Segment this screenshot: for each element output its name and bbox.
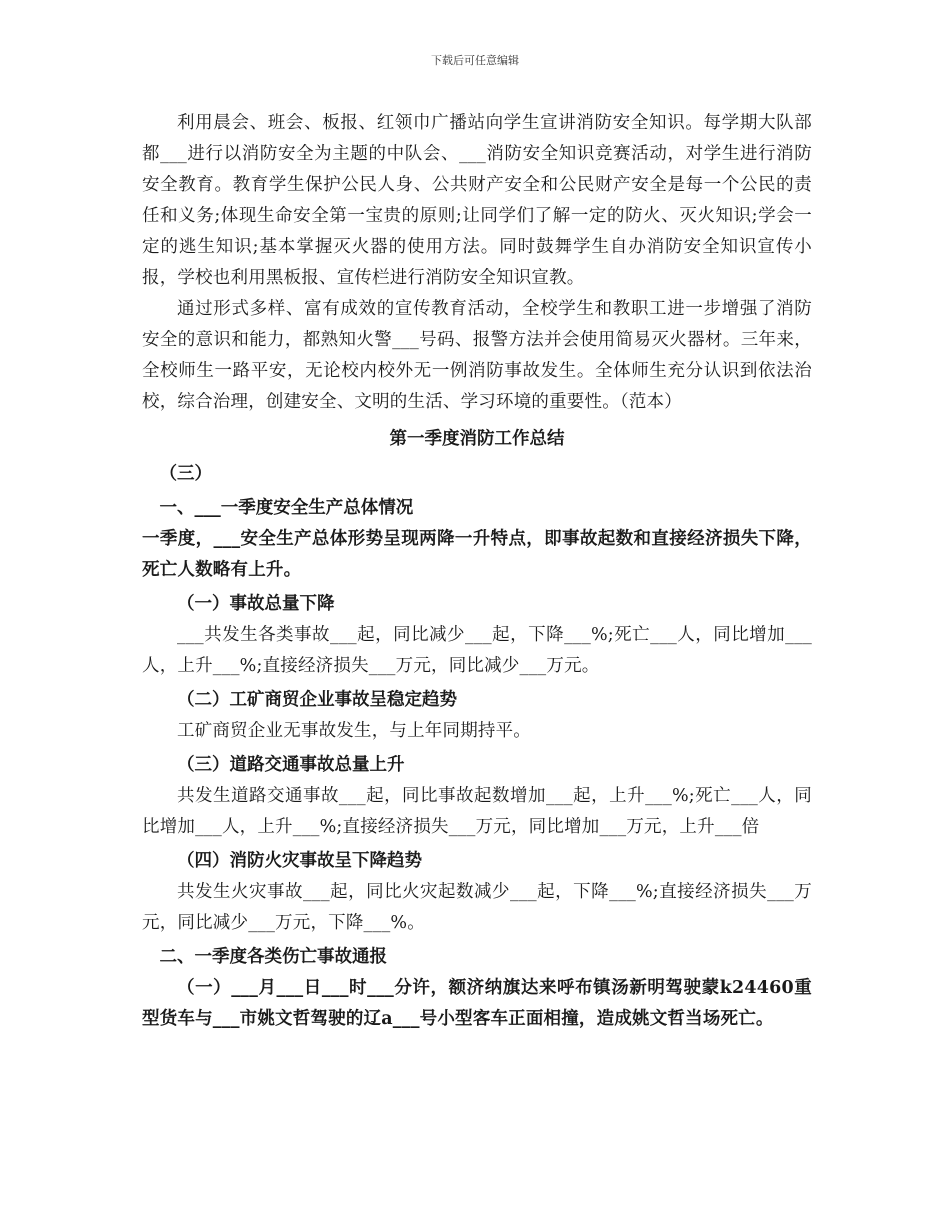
heading-fire-accidents: （四）消防火灾事故呈下降趋势 bbox=[177, 851, 422, 871]
section-title: 第一季度消防工作总结 bbox=[389, 429, 565, 449]
page-header: 下载后可任意编辑 bbox=[431, 54, 519, 67]
heading-industrial-accidents: （二）工矿商贸企业事故呈稳定趋势 bbox=[177, 690, 457, 710]
paragraph-industrial-accidents: 工矿商贸企业无事故发生，与上年同期持平。 bbox=[177, 721, 531, 741]
heading-traffic-accidents: （三）道路交通事故总量上升 bbox=[177, 755, 405, 775]
heading-casualty-report: 二、一季度各类伤亡事故通报 bbox=[159, 947, 387, 967]
section-number: （三） bbox=[159, 464, 212, 484]
document-body bbox=[142, 108, 812, 1035]
paragraph-fire-accidents: 共发生火灾事故___起，同比火灾起数减少___起，下降___%;直接经济损失___万元，同比减少___万元，下降___%。 bbox=[142, 882, 812, 933]
paragraph-traffic-accidents: 共发生道路交通事故___起，同比事故起数增加___起，上升___%;死亡___人，同比增加___人，上升___%;直接经济损失___万元，同比增加___万元，上升___倍 bbox=[142, 786, 812, 837]
paragraph-fire-education: 利用晨会、班会、板报、红领巾广播站向学生宣讲消防安全知识。每学期大队部都___进行以消防安全为主题的中队会、___消防安全知识竞赛活动，对学生进行消防安全教育。教育学生保护公民人身、公共财产安全和公民财产安全是每一个公民的责任和义务;体现生命安全第一宝贵的原则;让同学们了解一定的防火、灭火知识;学会一定的逃生知识;基本掌握灭火器的使用方法。同时鼓舞学生自办消防安全知识宣传小报，学校也利用黑板报、宣传栏进行消防安全知识宣教。 bbox=[142, 113, 812, 288]
heading-overall-situation: 一、___一季度安全生产总体情况 bbox=[159, 498, 414, 518]
heading-accident-total: （一）事故总量下降 bbox=[177, 594, 335, 614]
paragraph-accident-total: ___共发生各类事故___起，同比减少___起，下降___%;死亡___人，同比增加___人，上升___%;直接经济损失___万元，同比减少___万元。 bbox=[142, 625, 812, 676]
paragraph-lead: 一季度，___安全生产总体形势呈现两降一升特点，即事故起数和直接经济损失下降，死亡人数略有上升。 bbox=[142, 529, 812, 580]
paragraph-case-one: （一）___月___日___时___分许，额济纳旗达来呼布镇汤新明驾驶蒙k24460重型货车与___市姚文哲驾驶的辽a___号小型客车正面相撞，造成姚文哲当场死亡。 bbox=[142, 978, 812, 1029]
paragraph-education-results: 通过形式多样、富有成效的宣传教育活动，全校学生和教职工进一步增强了消防安全的意识和能力，都熟知火警___号码、报警方法并会使用简易灭火器材。三年来，全校师生一路平安，无论校内校外无一例消防事故发生。全体师生充分认识到依法治校，综合治理，创建安全、文明的生活、学习环境的重要性。（范本） bbox=[142, 299, 812, 412]
